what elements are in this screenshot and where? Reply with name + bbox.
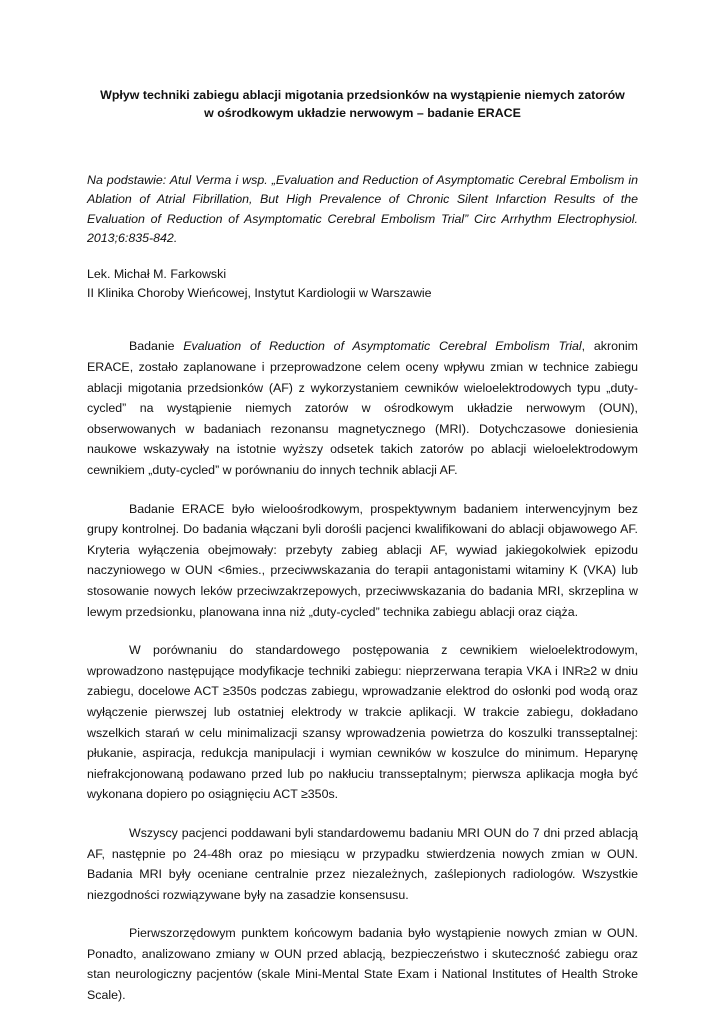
author-block [87,265,638,304]
article-body [87,336,638,1005]
paragraph-4: Wszyscy pacjenci poddawani byli standardowemu badaniu MRI OUN do 7 dni przed ablacją AF, następnie po 24-48h oraz po miesiącu w przypadku stwierdzenia nowych zmian w OUN. Badania MRI były oceniane centralnie przez niezależnych, zaślepionych radiologów. Wszystkie niezgodności rozwiązywane były na zasadzie konsensusu. [87,825,638,902]
document-title [87,86,638,122]
trial-name-italic: Evaluation of Reduction of Asymptomatic Cerebral Embolism Trial [183,339,582,354]
paragraph-1-start: Badanie [129,339,184,354]
paragraph-1-rest: , akronim ERACE, zostało zaplanowane i przeprowadzone celem oceny wpływu zmian w technice zabiegu ablacji migotania przedsionków (AF) z wykorzystaniem cewników wieloelektrodowych typu „duty-cycled” na wystąpienie niemych zatorów w ośrodkowym układzie nerwowym (OUN), obserwowanych w badaniach rezonansu magnetycznego (MRI). Dotychczasowe doniesienia naukowe wskazywały na istotnie wyższy odsetek takich zatorów po ablacji wieloelektrodowym cewnikiem „duty-cycled” w porównaniu do innych technik ablacji AF. [87,339,638,477]
paragraph-1 [87,336,638,480]
paragraph-2: Badanie ERACE było wieloośrodkowym, prospektywnym badaniem interwencyjnym bez grupy kontrolnej. Do badania włączani byli dorośli pacjenci kwalifikowani do ablacji objawowego AF. Kryteria wyłączenia obejmowały: przebyty zabieg ablacji AF, wywiad jakiegokolwiek epizodu naczyniowego w OUN <6mies., przeciwwskazania do terapii antagonistami witaminy K (VKA) lub stosowanie nowych leków przeciwzakrzepowych, przeciwwskazania do badania MRI, skrzeplina w lewym przedsionku, planowana inna niż „duty-cycled” technika zabiegu ablacji oraz ciąża. [87,501,638,619]
author-affiliation: II Klinika Choroby Wieńcowej, Instytut Kardiologii w Warszawie [87,286,432,301]
title-line-2: w ośrodkowym układzie nerwowym – badanie ERACE [204,106,521,120]
author-name: Lek. Michał M. Farkowski [87,266,227,281]
source-citation: Na podstawie: Atul Verma i wsp. „Evaluation and Reduction of Asymptomatic Cerebral Embolism in Ablation of Atrial Fibrillation, But High Prevalence of Chronic Silent Infarction Results of the Evaluation of Reduction of Asymptomatic Cerebral Embolism Trial” Circ Arrhythm Electrophysiol. 2013;6:835-842. [87,173,638,246]
paragraph-5: Pierwszorzędowym punktem końcowym badania było wystąpienie nowych zmian w OUN. Ponadto, analizowano zmiany w OUN przed ablacją, bezpieczeństwo i skuteczność zabiegu oraz stan neurologiczny pacjentów (skale Mini-Mental State Exam i National Institutes of Health Stroke Scale). [87,926,638,1003]
paragraph-3: W porównaniu do standardowego postępowania z cewnikiem wieloelektrodowym, wprowadzono następujące modyfikacje techniki zabiegu: nieprzerwana terapia VKA i INR≥2 w dniu zabiegu, docelowe ACT ≥350s podczas zabiegu, wprowadzanie elektrod do osłonki pod wodą oraz wyłączenie pierwszej lub ostatniej elektrody w trakcie aplikacji. W trakcie zabiegu, dokładano wszelkich starań w celu minimalizacji szansy wprowadzenia powietrza do koszulki transseptalnej: płukanie, aspiracja, redukcja manipulacji i wymian cewników w koszulce do minimum. Heparynę niefrakcjonowaną podawano przed lub po nakłuciu transseptalnym; pierwsza aplikacja mogła być wykonana dopiero po osiągnięciu ACT ≥350s. [87,643,638,802]
title-line-1: Wpływ techniki zabiegu ablacji migotania przedsionków na wystąpienie niemych zatorów [100,88,625,102]
